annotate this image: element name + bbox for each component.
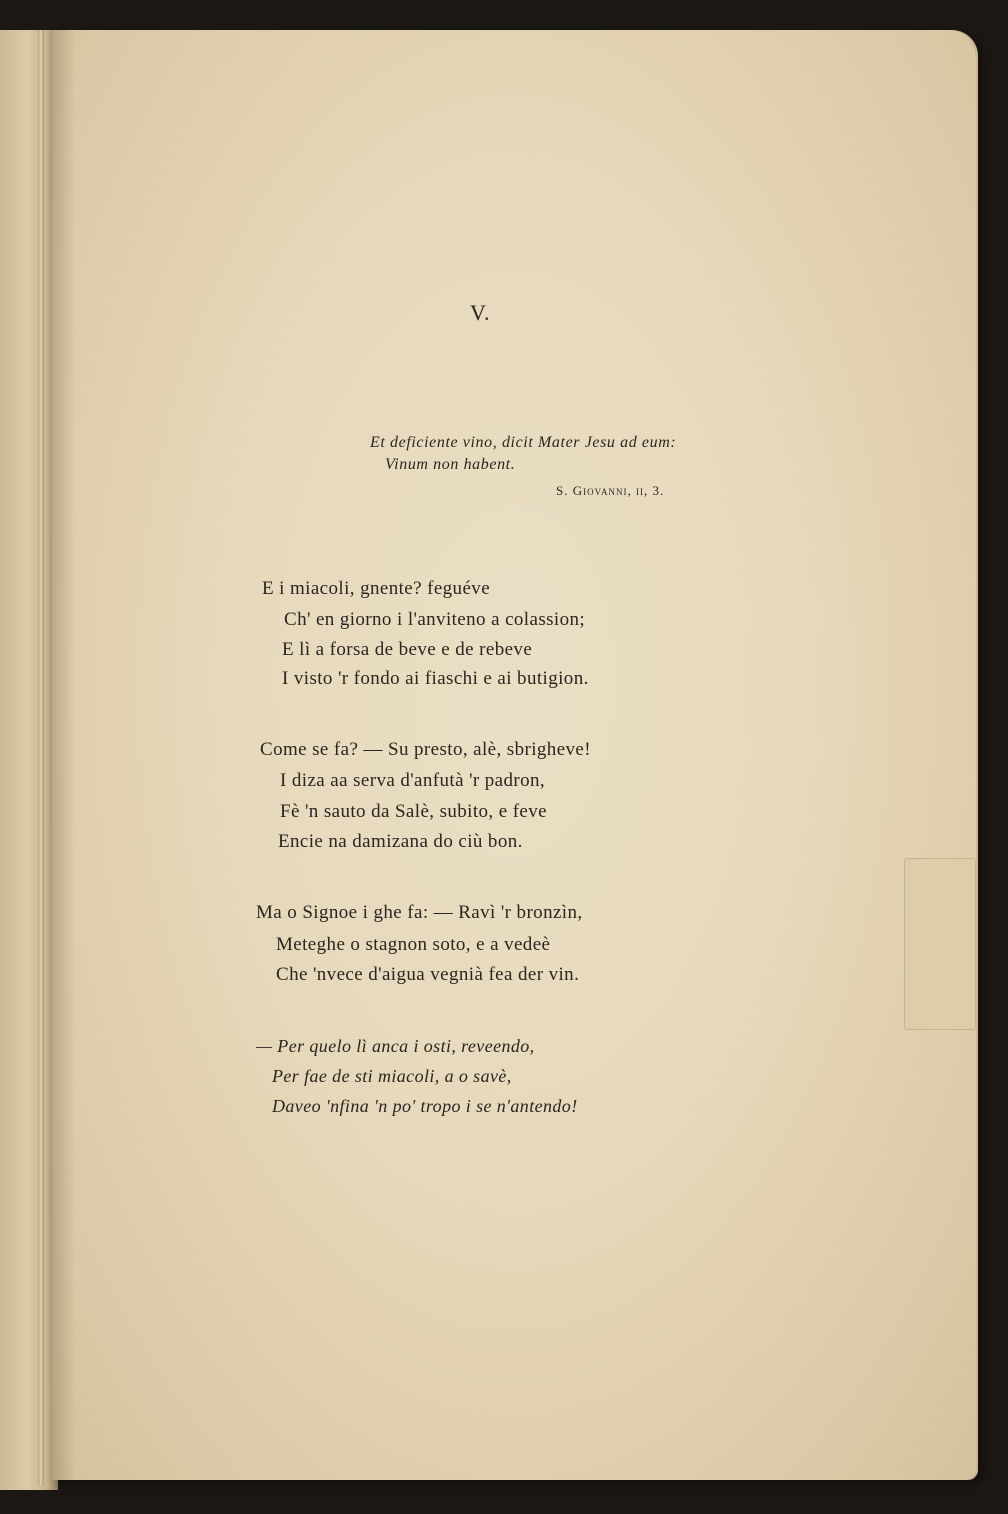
section-number: V. bbox=[470, 300, 491, 325]
previous-page-edge bbox=[0, 30, 58, 1490]
verse-line: Ch' en giorno i l'anviteno a colassion; bbox=[284, 609, 586, 630]
verse-line: I visto 'r fondo ai fiaschi e ai butigion. bbox=[282, 668, 589, 689]
verse-line: E lì a forsa de beve e de rebeve bbox=[282, 639, 533, 660]
verse-line: I diza aa serva d'anfutà 'r padron, bbox=[280, 770, 546, 791]
verse-line: Che 'nvece d'aigua vegnià fea der vin. bbox=[276, 964, 580, 985]
epigraph-line-2: Vinum non habent. bbox=[385, 456, 516, 473]
verse-line: Per fae de sti miacoli, a o savè, bbox=[272, 1066, 512, 1086]
verse-line: E i miacoli, gnente? feguéve bbox=[262, 578, 491, 599]
page-gutter-shadow bbox=[52, 30, 76, 1480]
verse-line: Encie na damizana do ciù bon. bbox=[278, 831, 523, 852]
verse-line: Fè 'n sauto da Salè, subito, e feve bbox=[280, 801, 548, 822]
epigraph-source: S. Giovanni, ii, 3. bbox=[556, 483, 665, 498]
verse-line: Daveo 'nfina 'n po' tropo i se n'antendo! bbox=[272, 1096, 578, 1116]
verse-line: — Per quelo lì anca i osti, reveendo, bbox=[256, 1036, 535, 1056]
page-tab bbox=[904, 858, 976, 1030]
binding-edge bbox=[38, 30, 44, 1485]
verse-line: Ma o Signoe i ghe fa: — Ravì 'r bronzìn, bbox=[256, 902, 583, 923]
verse-line: Come se fa? — Su presto, alè, sbrigheve! bbox=[260, 739, 591, 760]
epigraph-line-1: Et deficiente vino, dicit Mater Jesu ad eum: bbox=[370, 434, 677, 451]
verse-line: Meteghe o stagnon soto, e a vedeè bbox=[276, 934, 551, 955]
